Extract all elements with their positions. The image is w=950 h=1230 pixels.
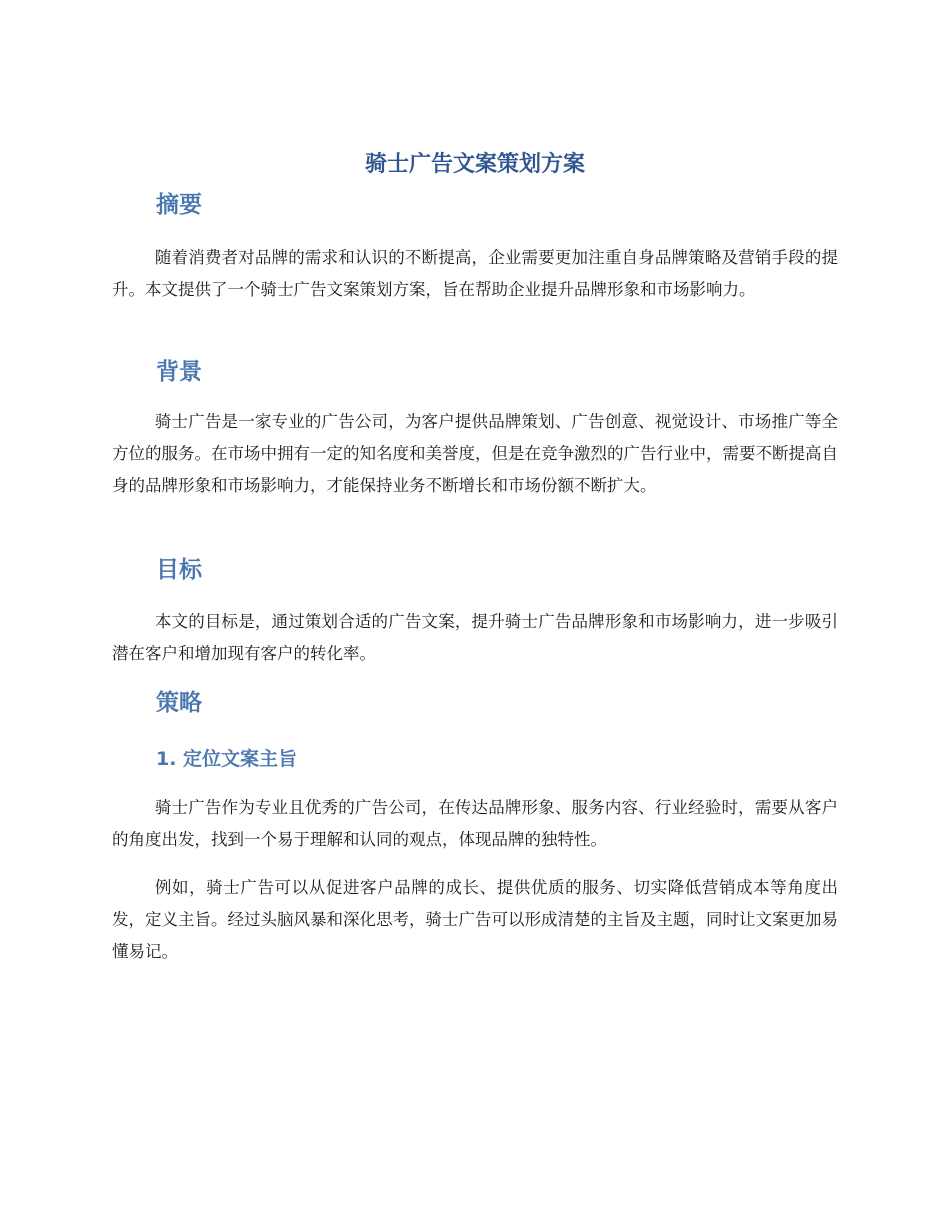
subsection-heading-positioning: 1. 定位文案主旨	[156, 748, 298, 770]
document-title: 骑士广告文案策划方案	[364, 152, 585, 177]
positioning-paragraph-2: 例如，骑士广告可以从促进客户品牌的成长、提供优质的服务、切实降低营销成本等角度出发，定义主旨。经过头脑风暴和深化思考，骑士广告可以形成清楚的主旨及主题，同时让文案更加易懂易记。	[112, 878, 838, 961]
section-heading-background: 背景	[156, 359, 202, 385]
goal-paragraph: 本文的目标是，通过策划合适的广告文案，提升骑士广告品牌形象和市场影响力，进一步吸引潜在客户和增加现有客户的转化率。	[112, 612, 838, 663]
positioning-paragraph-1: 骑士广告作为专业且优秀的广告公司，在传达品牌形象、服务内容、行业经验时，需要从客户的角度出发，找到一个易于理解和认同的观点，体现品牌的独特性。	[112, 798, 838, 849]
section-heading-goal: 目标	[156, 557, 202, 583]
section-heading-strategy: 策略	[156, 690, 202, 716]
abstract-paragraph: 随着消费者对品牌的需求和认识的不断提高，企业需要更加注重自身品牌策略及营销手段的提升。本文提供了一个骑士广告文案策划方案，旨在帮助企业提升品牌形象和市场影响力。	[112, 248, 838, 299]
background-paragraph: 骑士广告是一家专业的广告公司，为客户提供品牌策划、广告创意、视觉设计、市场推广等全方位的服务。在市场中拥有一定的知名度和美誉度，但是在竞争激烈的广告行业中，需要不断提高自身的品牌形象和市场影响力，才能保持业务不断增长和市场份额不断扩大。	[112, 412, 838, 495]
section-heading-abstract: 摘要	[156, 192, 202, 218]
